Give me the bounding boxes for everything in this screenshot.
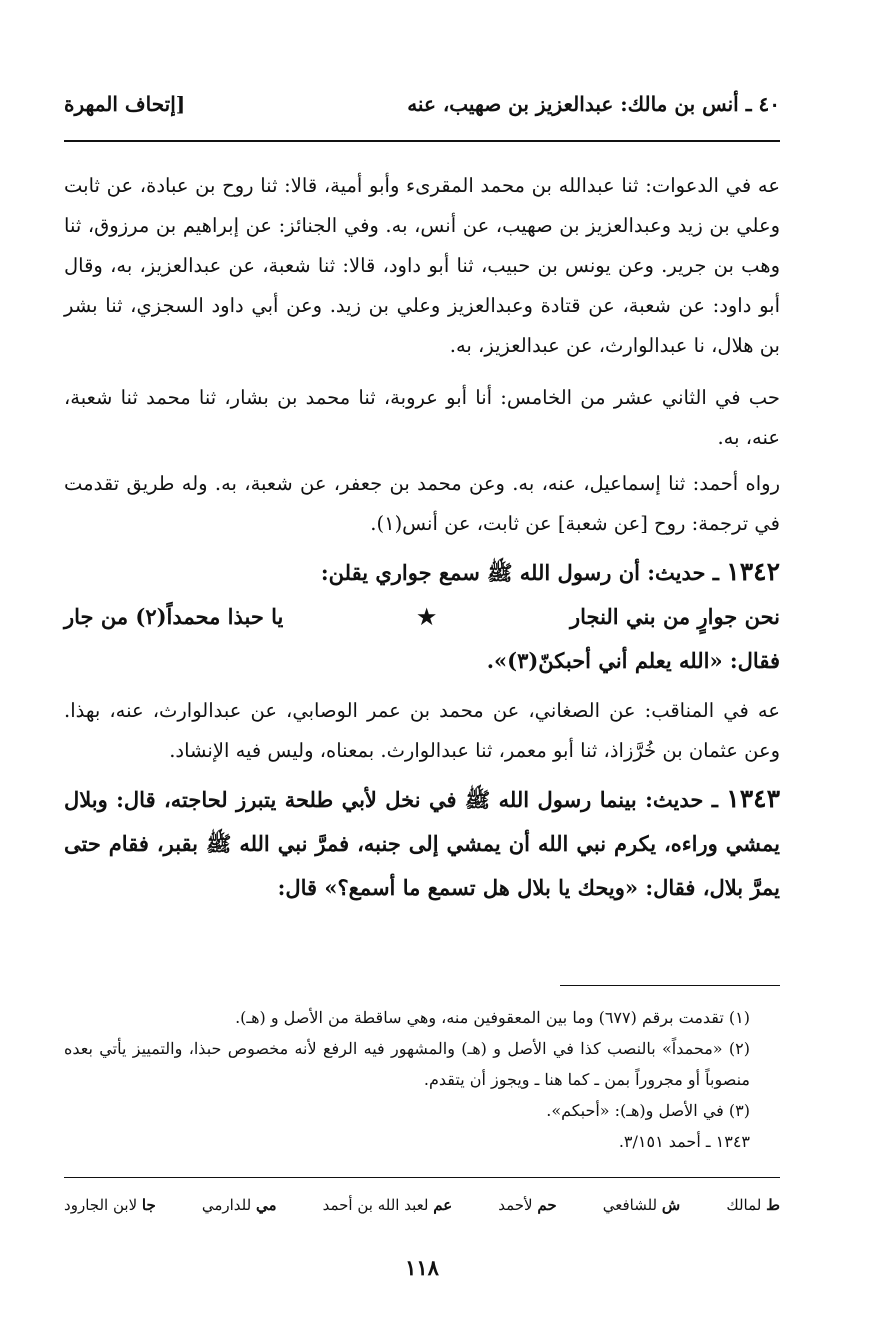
poem-verse [64, 595, 780, 639]
footnote-1: (١) تقدمت برقم (٦٧٧) وما بين المعقوفين منه، وهي ساقطة من الأصل و (هـ). [235, 1008, 750, 1027]
legend-item: حم لأحمد [498, 1196, 557, 1214]
footnote-rule [560, 985, 780, 986]
legend-item: عم لعبد الله بن أحمد [322, 1196, 453, 1214]
main-text [64, 166, 780, 918]
header-rule [64, 140, 780, 142]
paragraph-isnad-4: عه في المناقب: عن الصغاني، عن محمد بن عمر الوصابي، عن عبدالوارث، عنه، بهذا. وعن عثمان بن خُرَّزاذ، ثنا أبو معمر، ثنا عبدالوارث. بمعناه، وليس فيه الإنشاد. [64, 699, 780, 762]
footnote-source: ١٣٤٣ ـ أحمد ٣/١٥١. [618, 1132, 750, 1151]
hadith-number: ١٣٤٣ [726, 784, 780, 813]
abbreviation-legend [64, 1196, 780, 1214]
book-title: [إتحاف المهرة [64, 92, 186, 116]
paragraph-isnad-2: حب في الثاني عشر من الخامس: أنا أبو عروبة، ثنا محمد بن بشار، ثنا محمد ثنا شعبة، عنه، به. [64, 386, 780, 449]
page-number: ١١٨ [405, 1255, 439, 1280]
footnotes [64, 1002, 780, 1157]
footnote-2: (٢) «محمداً» بالنصب كذا في الأصل و (هـ) والمشهور فيه الرفع لأنه مخصوص حبذا، والتمييز يأتي بعده منصوباً أو مجروراً بمن ـ كما هنا ـ ويجوز أن يتقدم. [64, 1039, 750, 1089]
legend-item: ط لمالك [726, 1196, 780, 1214]
hadith-response: فقال: «الله يعلم أني أحبكنّ(٣)». [486, 648, 780, 673]
paragraph-isnad-3: رواه أحمد: ثنا إسماعيل، عنه، به. وعن محمد بن جعفر، عن شعبة، به. وله طريق تقدمت في ترجمة: روح [عن شعبة] عن ثابت، عن أنس(١). [64, 472, 780, 535]
verse-second-hemistich: يا حبذا محمداً(٢) من جار [64, 604, 284, 629]
chapter-title: ٤٠ ـ أنس بن مالك: عبدالعزيز بن صهيب، عنه [407, 92, 780, 116]
paragraph-isnad-1: عه في الدعوات: ثنا عبدالله بن محمد المقرىء وأبو أمية، قالا: ثنا روح بن عبادة، عن ثابت وعلي بن زيد وعبدالعزيز بن صهيب، عن أنس، به. وفي الجنائز: عن إبراهيم بن مرزوق، ثنا وهب بن جرير. وعن يونس بن حبيب، ثنا أبو داود، قالا: ثنا شعبة، عن عبدالعزيز، به، وقال أبو داود: عن شعبة، عن قتادة وعبدالعزيز وعلي بن زيد. وعن أبي داود السجزي، ثنا بشر بن هلال، نا عبدالوارث، عن عبدالعزيز، به. [64, 174, 780, 357]
verse-first-hemistich: نحن جوارٍ من بني النجار [569, 604, 780, 629]
hadith-text: ـ حديث: بينما رسول الله ﷺ في نخل لأبي طلحة يتبرز لحاجته، قال: وبلال يمشي وراءه، يكرم نبي الله أن يمشي إلى جنبه، فمرَّ نبي الله ﷺ بقبر، فقام حتى يمرَّ بلال، فقال: «ويحك يا بلال هل تسمع ما أسمع؟» قال: [64, 787, 780, 900]
star-icon: ★ [417, 604, 437, 629]
legend-rule [64, 1177, 780, 1178]
hadith-1342 [64, 550, 780, 683]
hadith-number: ١٣٤٢ [726, 557, 780, 586]
page [64, 0, 780, 1333]
running-header [64, 92, 780, 124]
footnote-3: (٣) في الأصل و(هـ): «أحبكم». [546, 1101, 750, 1120]
hadith-intro: ـ حديث: أن رسول الله ﷺ سمع جواري يقلن: [320, 560, 719, 585]
legend-item: ش للشافعي [602, 1196, 681, 1214]
legend-item: مي للدارمي [201, 1196, 277, 1214]
legend-item: جا لابن الجارود [64, 1196, 156, 1214]
hadith-1343 [64, 777, 780, 910]
